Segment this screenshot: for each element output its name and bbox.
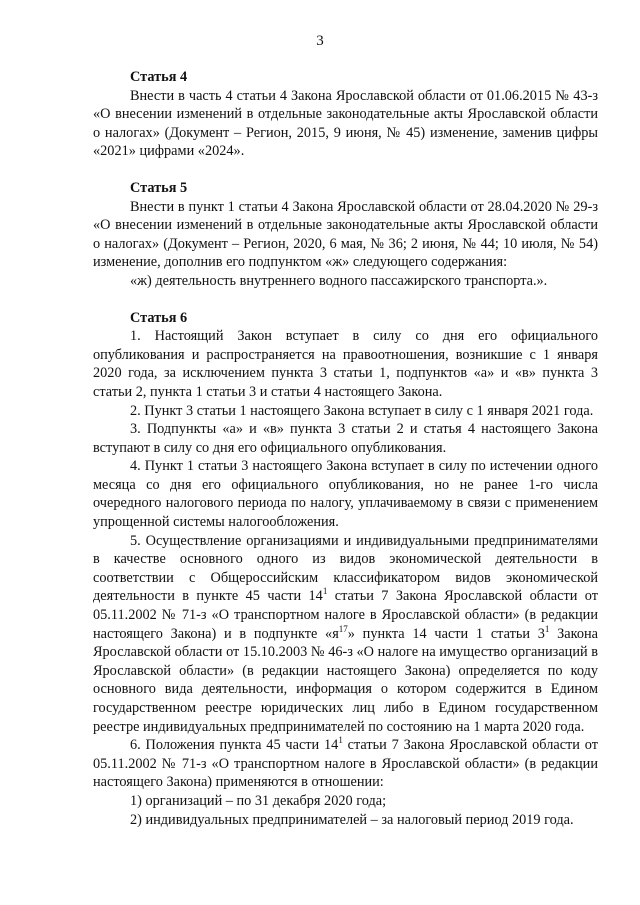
text-run: 6. Положения пункта 45 части 14: [130, 737, 339, 754]
text-run: 5. Осуществление организациями и индивидуальными предпринимателями в качестве основного одного из видов экономической деятельности в соответствии с Общероссийским классификатором видов экономической деятельности в пункте 45 части 14: [93, 532, 598, 605]
superscript: 1: [544, 623, 550, 634]
article-paragraph-5: [93, 532, 598, 737]
superscript: 1: [338, 735, 343, 746]
article-heading: Статья 4: [130, 69, 188, 85]
article-4: [93, 68, 598, 161]
article-paragraph: Внести в пункт 1 статьи 4 Закона Ярославской области от 28.04.2020 № 29-з «О внесении изменений в отдельные законодательные акты Ярославской области о налогах» (Документ – Регион, 2020, 6 мая, № 36; 2 июня, № 44; 10 июля, № 54) изменение, дополнив его подпунктом «ж» следующего содержания:: [93, 198, 598, 271]
page-number: 3: [316, 33, 324, 49]
article-paragraph: 2. Пункт 3 статьи 1 настоящего Закона вступает в силу с 1 января 2021 года.: [130, 402, 594, 419]
text-run: статьи 7 Закона Ярославской области от 05.11.2002 № 71-з «О транспортном налоге в Ярославской области» (в редакции настоящего Закона) и в подпункте «я: [93, 588, 598, 642]
article-paragraph: Внести в часть 4 статьи 4 Закона Ярославской области от 01.06.2015 № 43-з «О внесении изменений в отдельные законодательные акты Ярославской области о налогах» (Документ – Регион, 2015, 9 июня, № 45) изменение, заменив цифры «2021» цифрами «2024».: [93, 87, 598, 160]
article-paragraph-6: [93, 736, 598, 792]
article-heading: Статья 6: [130, 309, 188, 326]
list-item: 1) организаций – по 31 декабря 2020 года;: [130, 792, 387, 809]
text-run: Закона Ярославской области от 15.10.2003 № 46-з «О налоге на имущество организаций в Ярославской области» (в редакции настоящего Закона) определяется по коду основного вида деятельности, информация о котором содержится в Едином государственном реестре юридических лиц либо в Едином государственном реестре индивидуальных предпринимателей по состоянию на 1 марта 2020 года.: [93, 625, 598, 735]
text-run: » пункта 14 части 1 статьи 3: [347, 625, 545, 642]
article-paragraph: «ж) деятельность внутреннего водного пассажирского транспорта.».: [130, 272, 548, 289]
article-heading: Статья 5: [130, 179, 188, 196]
article-paragraph: 3. Подпункты «а» и «в» пункта 3 статьи 2 и статья 4 настоящего Закона вступают в силу со дня его официального опубликования.: [93, 421, 598, 456]
article-6: [93, 309, 598, 830]
list-item: 2) индивидуальных предпринимателей – за налоговый период 2019 года.: [130, 811, 574, 828]
article-paragraph: 4. Пункт 1 статьи 3 настоящего Закона вступает в силу по истечении одного месяца со дня его официального опубликования, но не ранее 1-го числа очередного налогового периода по налогу, уплачиваемому в связи с применением упрощенной системы налогообложения.: [93, 458, 598, 531]
superscript: 17: [338, 623, 348, 634]
article-paragraph: 1. Настоящий Закон вступает в силу со дня его официального опубликования и распространяется на правоотношения, возникшие с 1 января 2020 года, за исключением пункта 3 статьи 1, подпунктов «а» и «в» пункта 3 статьи 2, пункта 1 статьи 3 и статьи 4 настоящего Закона.: [93, 328, 598, 400]
article-5: [93, 179, 598, 291]
superscript: 1: [322, 586, 328, 597]
document-body: [93, 68, 598, 847]
text-run: статьи 7 Закона Ярославской области от 05.11.2002 № 71-з «О транспортном налоге в Ярославской области» (в редакции настоящего Закона) применяются в отношении:: [93, 737, 598, 791]
